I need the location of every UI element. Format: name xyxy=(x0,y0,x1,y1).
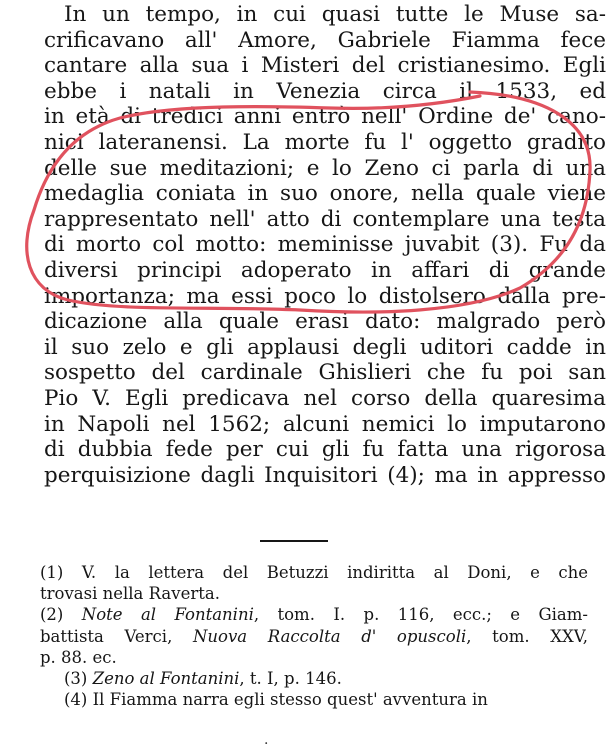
cited-title: Nuova Raccolta d' opuscoli xyxy=(192,626,467,646)
text-line: Pio V. Egli predicava nel corso della quaresima xyxy=(44,385,606,411)
text-line: in Napoli nel 1562; alcuni nemici lo imputarono xyxy=(44,411,606,437)
footnote-1-cont: trovasi nella Raverta. xyxy=(40,584,220,604)
main-text xyxy=(44,2,606,488)
text-line: perquisizione dagli Inquisitori (4); ma in appresso xyxy=(44,462,606,488)
text-line: dicazione alla quale erasi dato: malgrado però xyxy=(44,309,606,335)
text-line: ebbe i natali in Venezia circa il 1533, ed xyxy=(44,78,606,104)
page-tick-mark: · xyxy=(264,736,269,752)
text-line: in età di tredici anni entrò nell' Ordine de' cano- xyxy=(44,104,606,130)
section-divider xyxy=(260,540,328,542)
cited-title: Note al Fontanini xyxy=(81,605,254,625)
text-line: delle sue meditazioni; e lo Zeno ci parla di una xyxy=(44,155,606,181)
text-line: il suo zelo e gli applausi degli uditori cadde in xyxy=(44,334,606,360)
text-line: di morto col motto: meminisse juvabit (3). Fu da xyxy=(44,232,606,258)
footnote-2-end: p. 88. ec. xyxy=(40,647,117,667)
text-line: In un tempo, in cui quasi tutte le Muse sa- xyxy=(64,2,606,27)
text-line: importanza; ma essi poco lo distolsero dalla pre- xyxy=(44,283,606,309)
text-line: rappresentato nell' atto di contemplare una testa xyxy=(44,206,606,232)
cited-title: Zeno al Fontanini xyxy=(92,668,240,688)
footnote-2: (2) Note al Fontanini, tom. I. p. 116, ecc.; e Giam- xyxy=(40,605,588,625)
footnote-2-cont: battista Verci, Nuova Raccolta d' opuscoli, tom. XXV, xyxy=(40,626,588,646)
text-line: diversi principi adoperato in affari di grande xyxy=(44,257,606,283)
text-line: di dubbia fede per cui gli fu fatta una rigorosa xyxy=(44,437,606,463)
text-line: sospetto del cardinale Ghislieri che fu poi san xyxy=(44,360,606,386)
text-line: crificavano all' Amore, Gabriele Fiamma fece xyxy=(44,27,606,53)
footnote-3: (3) Zeno al Fontanini, t. I, p. 146. xyxy=(64,668,342,688)
text-line: cantare alla sua i Misteri del cristianesimo. Egli xyxy=(44,53,606,79)
text-line: nici lateranensi. La morte fu l' oggetto gradito xyxy=(44,129,606,155)
footnotes xyxy=(40,562,588,710)
footnote-4: (4) Il Fiamma narra egli stesso quest' avventura in xyxy=(64,690,488,710)
footnote-1: (1) V. la lettera del Betuzzi indiritta al Doni, e che xyxy=(40,563,588,582)
text-line: medaglia coniata in suo onore, nella quale viene xyxy=(44,181,606,207)
